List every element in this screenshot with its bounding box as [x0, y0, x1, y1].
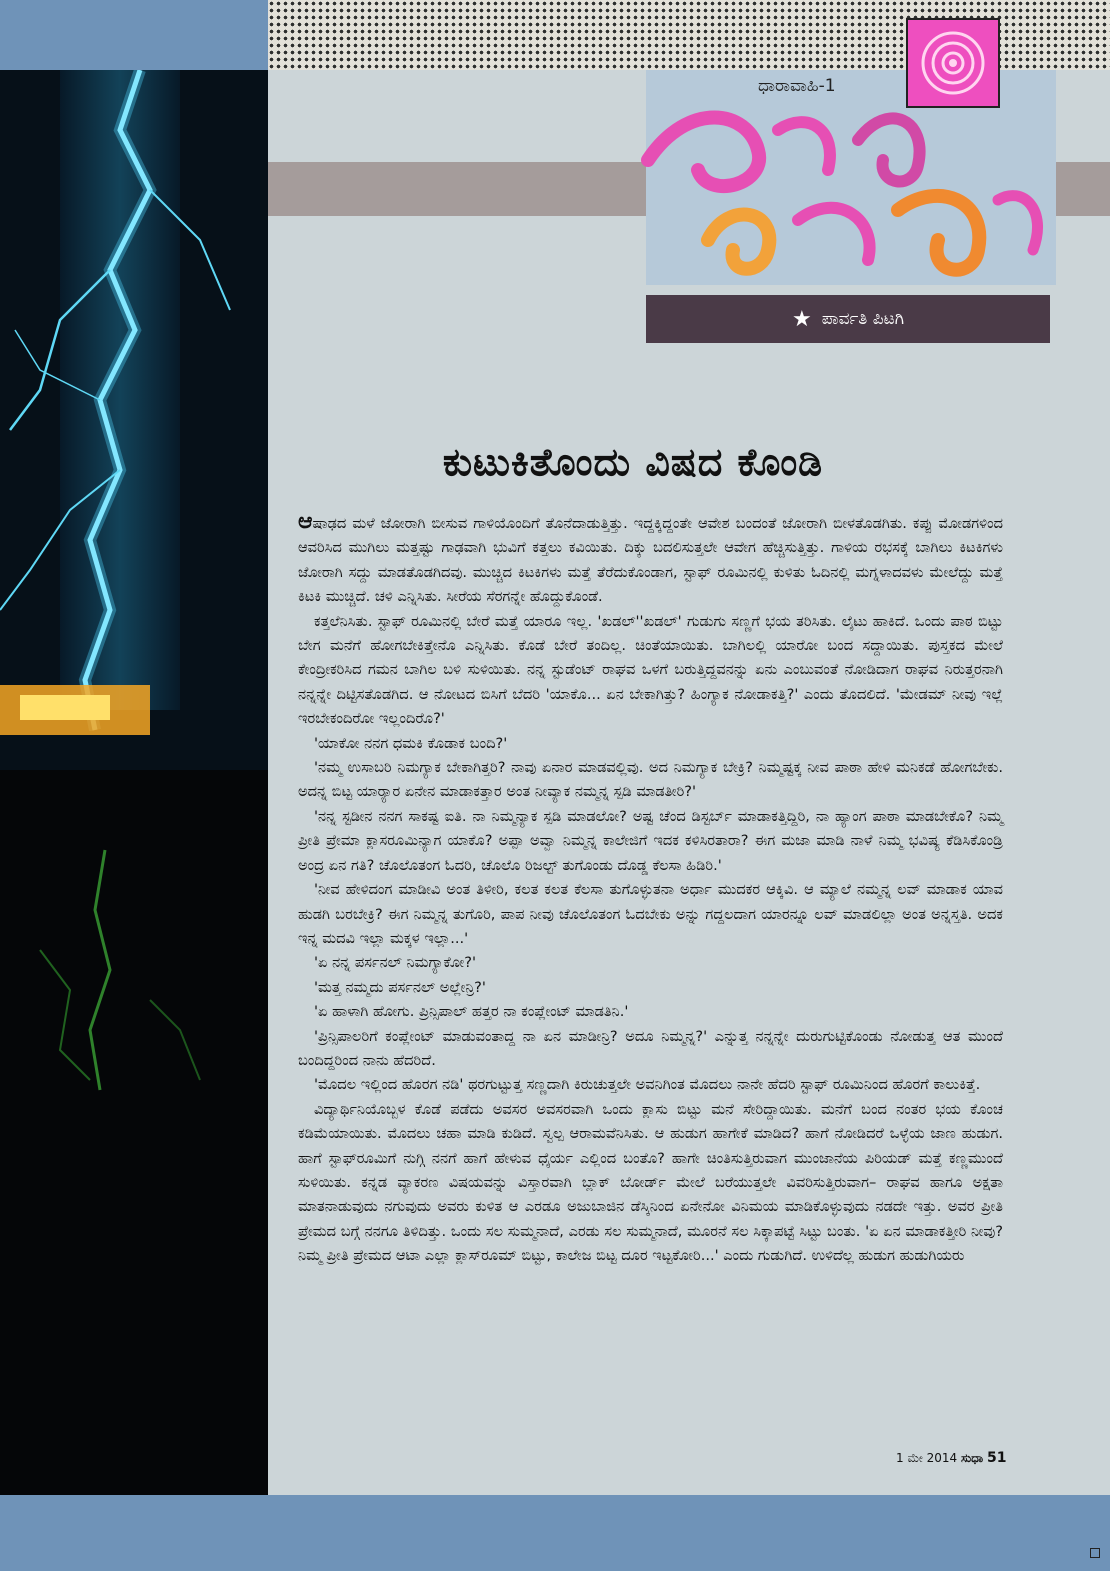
article-body	[298, 510, 1003, 1269]
page-number: 51	[987, 1450, 1007, 1466]
article-paragraph: ಕತ್ತಲೆನಿಸಿತು. ಸ್ಟಾಫ್ ರೂಮಿನಲ್ಲಿ ಬೇರೆ ಮತ್ತೆ ಯಾರೂ ಇಲ್ಲ. 'ಖಡಲ್''ಖಡಲ್' ಗುಡುಗು ಸಣ್ಣಗೆ ಭಯ ತರಿಸಿತು. ಲೈಟು ಹಾಕಿದೆ. ಒಂದು ಪಾಠ ಬಿಟ್ಟು ಬೇಗ ಮನೆಗೆ ಹೋಗಬೇಕಿತ್ತೇನೊ ಎನ್ನಿಸಿತು. ಕೊಡೆ ಬೇರೆ ತಂದಿಲ್ಲ. ಚಿಂತೆಯಾಯಿತು. ಬಾಗಿಲಲ್ಲಿ ಯಾರೋ ಬಂದ ಸದ್ದಾಯಿತು. ಪುಸ್ತಕದ ಮೇಲೆ ಕೇಂದ್ರೀಕರಿಸಿದ ಗಮನ ಬಾಗಿಲ ಬಳಿ ಸುಳಿಯಿತು. ನನ್ನ ಸ್ಟುಡೆಂಟ್ ರಾಘವ ಒಳಗೆ ಬರುತ್ತಿದ್ದವನನ್ನು ಏನು ಎಂಬುವಂತೆ ನೋಡಿದಾಗ ರಾಘವ ನಿರುತ್ತರನಾಗಿ ನನ್ನನ್ನೇ ದಿಟ್ಟಿಸತೊಡಗಿದ. ಆ ನೋಟದ ಬಿಸಿಗೆ ಬೆದರಿ 'ಯಾಕೊ... ಏನ ಬೇಕಾಗಿತ್ತು? ಹಿಂಗ್ಯಾಕ ನೋಡಾಕತ್ತಿ?' ಎಂದು ತೊದಲಿದೆ. 'ಮೇಡಮ್ ನೀವು ಇಲ್ಲೆ ಇರಬೇಕಂದಿರೋ ಇಲ್ಲಂದಿರೊ?'	[298, 612, 1003, 728]
lightning-bolt-illustration	[0, 70, 268, 1495]
article-paragraph: 'ಏ ನನ್ನ ಪರ್ಸನಲ್ ನಿಮಗ್ಯಾಕೋ?'	[314, 954, 476, 972]
drop-cap: ಆ	[298, 509, 313, 534]
article-paragraph: 'ಏ ಹಾಳಾಗಿ ಹೋಗು. ಪ್ರಿನ್ಸಿಪಾಲ್ ಹತ್ತರ ನಾ ಕಂಪ್ಲೇಂಟ್ ಮಾಡತಿನಿ.'	[314, 1003, 629, 1021]
magazine-page	[268, 0, 1110, 1495]
article-paragraph: 'ನೀವ ಹೇಳಿದಂಗ ಮಾಡೀವಿ ಅಂತ ತಿಳೀರಿ, ಕಲತ ಕಲತ ಕೆಲಸಾ ತುಗೊಳ್ಳುತನಾ ಅರ್ಧಾ ಮುದಕರ ಆಕ್ಕಿವಿ. ಆ ಮ್ಯಾಲೆ ನಮ್ಮನ್ನ ಲವ್ ಮಾಡಾಕ ಯಾವ ಹುಡಗಿ ಬರಬೇಕ್ರಿ? ಈಗ ನಿಮ್ಮನ್ನ ತುಗೊರಿ, ಪಾಪ ನೀವು ಚೊಲೊತಂಗ ಓದಬೇಕು ಅನ್ನು ಗದ್ದಲದಾಗ ಯಾರನ್ನೂ ಲವ್ ಮಾಡಲಿಲ್ಲಾ ಅಂತ ಅನ್ನಸ್ತತಿ. ಅದಕ ಇನ್ನ ಮದವಿ ಇಲ್ಲಾ ಮಕ್ಕಳ ಇಲ್ಲಾ...'	[298, 881, 1003, 947]
article-paragraph: 'ಪ್ರಿನ್ಸಿಪಾಲರಿಗೆ ಕಂಪ್ಲೇಂಟ್ ಮಾಡುವಂತಾದ್ದ ನಾ ಏನ ಮಾಡೀನ್ರಿ? ಅದೂ ನಿಮ್ಮನ್ನ?' ಎನ್ನುತ್ತ ನನ್ನನ್ನೇ ದುರುಗುಟ್ಟಿಕೊಂಡು ನೋಡುತ್ತ ಆತ ಮುಂದೆ ಬಂದಿದ್ದರಿಂದ ನಾನು ಹೆದರಿದೆ.	[298, 1027, 1003, 1069]
series-label: ಧಾರಾವಾಹಿ-1	[758, 76, 836, 96]
lightning-photo	[0, 70, 268, 1495]
article-paragraph: 'ಮತ್ತ ನಮ್ಮದು ಪರ್ಸನಲ್ ಅಲ್ಲೇನ್ರಿ?'	[314, 978, 486, 996]
article-paragraph: ಆಷಾಢದ ಮಳೆ ಜೋರಾಗಿ ಬೀಸುವ ಗಾಳಿಯೊಂದಿಗೆ ತೊನೆದಾಡುತ್ತಿತ್ತು. ಇದ್ದಕ್ಕಿದ್ದಂತೇ ಆವೇಶ ಬಂದಂತೆ ಜೋರಾಗಿ ಬೀಳತೊಡಗಿತು. ಕಪ್ಪು ಮೋಡಗಳಿಂದ ಆವರಿಸಿದ ಮುಗಿಲು ಮತ್ತಷ್ಟು ಗಾಢವಾಗಿ ಭುವಿಗೆ ಕತ್ತಲು ಕವಿಯಿತು. ದಿಕ್ಕು ಬದಲಿಸುತ್ತಲೇ ಆವೇಗ ಹೆಚ್ಚಿಸುತ್ತಿತ್ತು. ಗಾಳಿಯ ರಭಸಕ್ಕೆ ಬಾಗಿಲು ಕಿಟಕಿಗಳು ಜೋರಾಗಿ ಸದ್ದು ಮಾಡತೊಡಗಿದವು. ಮುಚ್ಚಿದ ಕಿಟಕಿಗಳು ಮತ್ತೆ ತೆರೆದುಕೊಂಡಾಗ, ಸ್ಟಾಫ್ ರೂಮಿನಲ್ಲಿ ಕುಳಿತು ಓದಿನಲ್ಲಿ ಮಗ್ನಳಾದವಳು ಮೇಲೆದ್ದು ಮತ್ತೆ ಕಿಟಕಿ ಮುಚ್ಚಿದೆ. ಚಳಿ ಎನ್ನಿಸಿತು. ಸೀರೆಯ ಸೆರಗನ್ನೇ ಹೊದ್ದುಕೊಂಡೆ.	[298, 509, 1003, 606]
crop-mark	[1090, 1548, 1100, 1558]
serial-title-artwork	[628, 90, 1068, 290]
magazine-name: ಸುಧಾ	[960, 1451, 984, 1465]
issue-date: 1 ಮೇ 2014	[896, 1451, 958, 1465]
article-paragraph: 'ನಮ್ಮ ಉಸಾಬರಿ ನಿಮಗ್ಯಾಕ ಬೇಕಾಗಿತ್ತರಿ? ನಾವು ಏನಾರ ಮಾಡವಲ್ಲಿವು. ಅದ ನಿಮಗ್ಯಾಕ ಬೇಕ್ರಿ? ನಿಮ್ಮಷ್ಟಕ್ಕ ನೀವ ಪಾಠಾ ಹೇಳಿ ಮನಿಕಡೆ ಹೋಗಬೇಕು. ಅದನ್ನ ಬಿಟ್ಟ ಯಾರ‍್ಯಾರ ಏನೇನ ಮಾಡಾಕತ್ತಾರ ಅಂತ ನೀವ್ಯಾಕ ನಮ್ಮನ್ನ ಸ್ಪಡಿ ಮಾಡತೀರಿ?'	[298, 759, 1003, 801]
article-headline: ಕುಟುಕಿತೊಂದು ವಿಷದ ಕೊಂಡಿ	[442, 440, 824, 484]
article-paragraph: 'ಮೊದಲ ಇಲ್ಲಿಂದ ಹೊರಗ ನಡಿ' ಥರಗುಟ್ಟುತ್ತ ಸಣ್ಣದಾಗಿ ಕಿರುಚುತ್ತಲೇ ಅವನಿಗಿಂತ ಮೊದಲು ನಾನೇ ಹೆದರಿ ಸ್ಟಾಫ್ ರೂಮಿನಿಂದ ಹೊರಗೆ ಕಾಲುಕಿತ್ತೆ.	[314, 1076, 981, 1094]
star-icon: ★	[791, 306, 812, 332]
page-footer	[896, 1450, 1006, 1466]
article-paragraph: ವಿದ್ಯಾರ್ಥಿನಿಯೊಬ್ಬಳ ಕೊಡೆ ಪಡೆದು ಅವಸರ ಅವಸರವಾಗಿ ಒಂದು ಕ್ಲಾಸು ಬಿಟ್ಟು ಮನೆ ಸೇರಿದ್ದಾಯಿತು. ಮನೆಗೆ ಬಂದ ನಂತರ ಭಯ ಕೊಂಚ ಕಡಿಮೆಯಾಯಿತು. ಮೊದಲು ಚಹಾ ಮಾಡಿ ಕುಡಿದೆ. ಸ್ವಲ್ಪ ಆರಾಮವೆನಿಸಿತು. ಆ ಹುಡುಗ ಹಾಗೇಕೆ ಮಾಡಿದ? ಹಾಗೆ ನೋಡಿದರೆ ಒಳ್ಳೆಯ ಜಾಣ ಹುಡುಗ. ಹಾಗೆ ಸ್ಟಾಫ್‌ರೂಮಿಗೆ ನುಗ್ಗಿ ನನಗೆ ಹಾಗೆ ಹೇಳುವ ಧೈರ್ಯ ಎಲ್ಲಿಂದ ಬಂತೊ? ಹಾಗೇ ಚಿಂತಿಸುತ್ತಿರುವಾಗ ಮುಂಜಾನೆಯ ಪಿರಿಯಡ್ ಮತ್ತೆ ಕಣ್ಣಮುಂದೆ ಸುಳಿಯಿತು. ಕನ್ನಡ ವ್ಯಾಕರಣ ವಿಷಯವನ್ನು ವಿಸ್ತಾರವಾಗಿ ಬ್ಲಾಕ್ ಬೋರ್ಡ್ ಮೇಲೆ ಬರೆಯುತ್ತಲೇ ವಿವರಿಸುತ್ತಿರುವಾಗ– ರಾಘವ ಹಾಗೂ ಅಕ್ಷತಾ ಮಾತನಾಡುವುದು ನಗುವುದು ಅವರು ಕುಳಿತ ಆ ಎರಡೂ ಅಜುಬಾಜಿನ ಡೆಸ್ಕಿನಿಂದ ಏನೇನೋ ವಿನಿಮಯ ಮಾಡಿಕೊಳ್ಳುವುದು ನಡದೇ ಇತ್ತು. ಅವರ ಪ್ರೀತಿ ಪ್ರೇಮದ ಬಗ್ಗೆ ನನಗೂ ತಿಳಿದಿತ್ತು. ಒಂದು ಸಲ ಸುಮ್ಮನಾದೆ, ಎರಡು ಸಲ ಸುಮ್ಮನಾದೆ, ಮೂರನೆ ಸಲ ಸಿಕ್ಕಾಪಟ್ಟೆ ಸಿಟ್ಟು ಬಂತು. 'ಏ ಏನ ಮಾಡಾಕತ್ತೀರಿ ನೀವು? ನಿಮ್ಮ ಪ್ರೀತಿ ಪ್ರೇಮದ ಆಟಾ ಎಲ್ಲಾ ಕ್ಲಾಸ್‌ರೂಮ್ ಬಿಟ್ಟು, ಕಾಲೇಜ ಬಿಟ್ಟ ದೂರ ಇಟ್ಟಕೋರಿ...' ಎಂದು ಗುಡುಗಿದೆ. ಉಳಿದೆಲ್ಲ ಹುಡುಗ ಹುಡುಗಿಯರು	[298, 1100, 1003, 1265]
article-paragraph: 'ಯಾಕೋ ನನಗ ಧಮಕಿ ಕೊಡಾಕ ಬಂದಿ?'	[314, 734, 508, 752]
bottom-border-band	[0, 1495, 1110, 1571]
byline-bar	[646, 295, 1050, 343]
article-paragraph: 'ನನ್ನ ಸ್ಟಡೀನ ನನಗ ಸಾಕಷ್ಟ ಐತಿ. ನಾ ನಿಮ್ಮನ್ಯಾಕ ಸ್ಪಡಿ ಮಾಡಲೋ? ಅಷ್ಟ ಚೆಂದ ಡಿಸ್ಟರ್ಬ್ ಮಾಡಾಕತ್ತಿದ್ದಿರಿ, ನಾ ಹ್ಯಾಂಗ ಪಾಠಾ ಮಾಡಬೇಕೊ? ನಿಮ್ಮ ಪ್ರೀತಿ ಪ್ರೇಮಾ ಕ್ಲಾಸರೂಮಿನ್ಯಾಗ ಯಾಕೊ? ಅಪ್ಪಾ ಅವ್ವಾ ನಿಮ್ಮನ್ನ ಕಾಲೇಜಿಗೆ ಇದಕ ಕಳಿಸಿರತಾರಾ? ಈಗ ಮಜಾ ಮಾಡಿ ನಾಳೆ ನಿಮ್ಮ ಭವಿಷ್ಯ ಕೆಡಿಸಿಕೊಂಡ್ರಿ ಅಂದ್ರ ಏನ ಗತಿ? ಚೊಲೊತಂಗ ಓದರಿ, ಚೊಲೊ ರಿಜಲ್ಟ್ ತುಗೊಂಡು ದೊಡ್ಡ ಕೆಲಸಾ ಹಿಡಿರಿ.'	[298, 807, 1003, 874]
author-name: ಪಾರ್ವತಿ ಪಿಟಗಿ	[821, 309, 905, 329]
